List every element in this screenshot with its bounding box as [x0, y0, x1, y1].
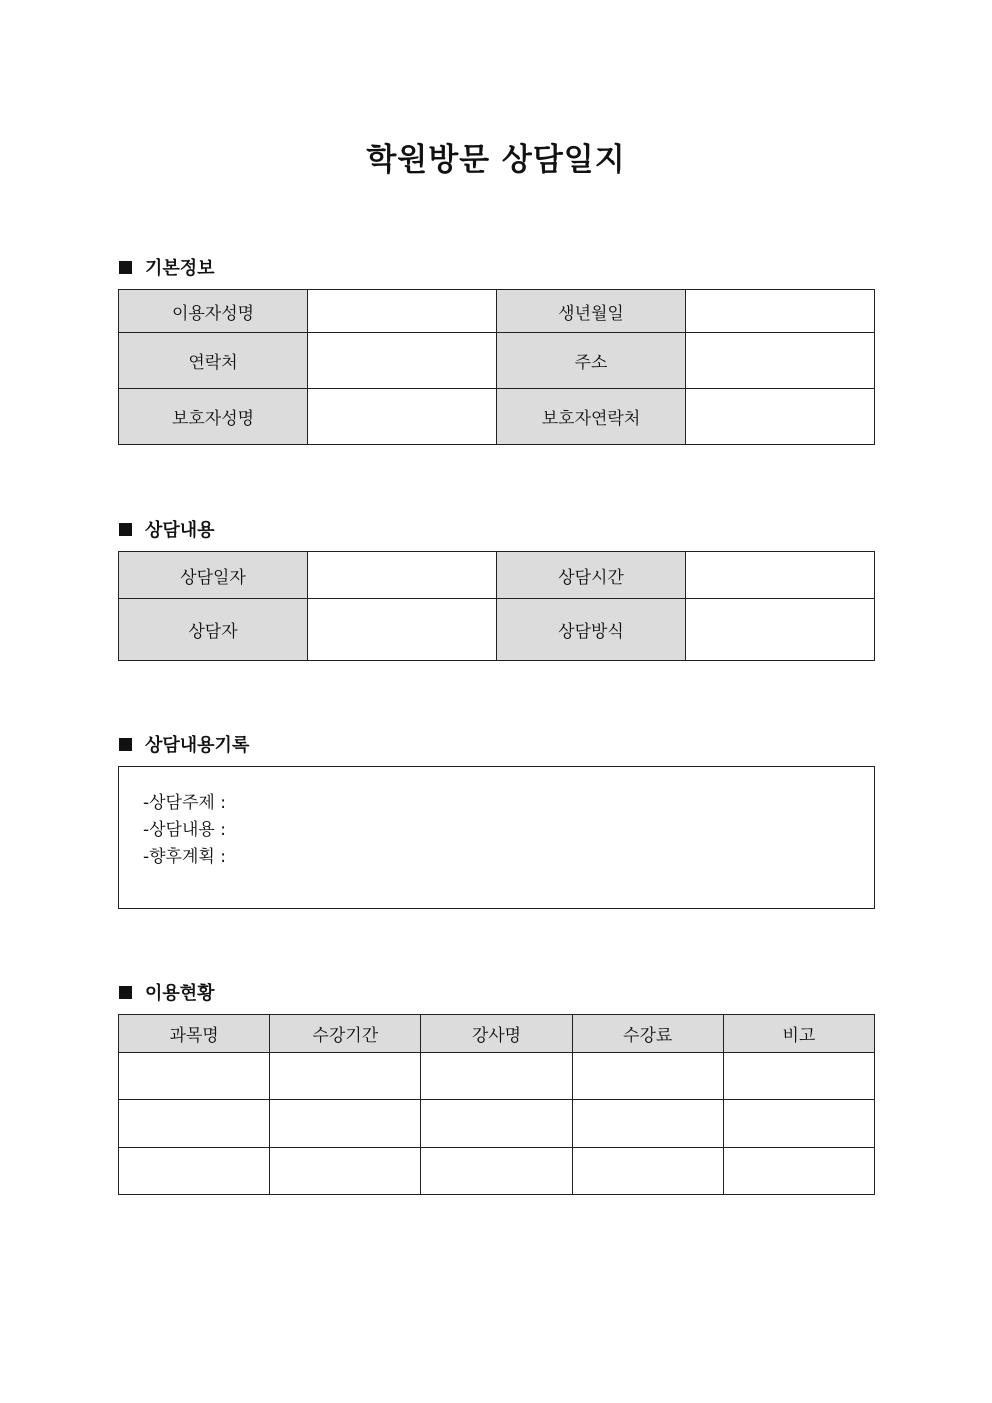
table-cell[interactable]: [723, 1148, 874, 1195]
table-cell[interactable]: [421, 1100, 572, 1148]
table-cell[interactable]: [723, 1100, 874, 1148]
table-header-row: [119, 1015, 875, 1053]
table-row: [119, 389, 875, 445]
table-cell[interactable]: [270, 1053, 421, 1100]
consult-table: [118, 551, 875, 661]
section-heading-basic-info: [119, 254, 215, 280]
field-value-guardian-name[interactable]: [308, 389, 497, 445]
square-bullet-icon: [119, 523, 132, 536]
record-line-content: -상담내용 :: [143, 820, 226, 840]
table-cell[interactable]: [119, 1053, 270, 1100]
column-header-subject: 과목명: [119, 1015, 270, 1053]
field-label-birthdate: 생년월일: [497, 290, 686, 333]
field-label-guardian-contact: 보호자연락처: [497, 389, 686, 445]
record-textbox[interactable]: [118, 766, 875, 909]
square-bullet-icon: [119, 738, 132, 751]
table-cell[interactable]: [572, 1100, 723, 1148]
field-value-contact[interactable]: [308, 333, 497, 389]
field-label-consult-method: 상담방식: [497, 599, 686, 661]
column-header-note: 비고: [723, 1015, 874, 1053]
table-row: [119, 1148, 875, 1195]
table-row: [119, 552, 875, 599]
field-label-guardian-name: 보호자성명: [119, 389, 308, 445]
column-header-fee: 수강료: [572, 1015, 723, 1053]
section-heading-label: 이용현황: [145, 983, 215, 1004]
section-heading-record: [119, 731, 249, 757]
field-value-consult-method[interactable]: [686, 599, 875, 661]
table-row: [119, 1100, 875, 1148]
section-heading-label: 상담내용: [145, 520, 215, 541]
field-value-user-name[interactable]: [308, 290, 497, 333]
field-value-birthdate[interactable]: [686, 290, 875, 333]
table-cell[interactable]: [119, 1148, 270, 1195]
table-row: [119, 1053, 875, 1100]
table-cell[interactable]: [270, 1148, 421, 1195]
section-heading-label: 상담내용기록: [145, 735, 250, 756]
section-heading-consult: [119, 516, 215, 542]
column-header-period: 수강기간: [270, 1015, 421, 1053]
table-cell[interactable]: [119, 1100, 270, 1148]
field-value-consult-time[interactable]: [686, 552, 875, 599]
table-cell[interactable]: [270, 1100, 421, 1148]
table-cell[interactable]: [421, 1053, 572, 1100]
field-label-counselor: 상담자: [119, 599, 308, 661]
square-bullet-icon: [119, 261, 132, 274]
table-row: [119, 333, 875, 389]
field-value-address[interactable]: [686, 333, 875, 389]
table-row: [119, 290, 875, 333]
column-header-instructor: 강사명: [421, 1015, 572, 1053]
basic-info-table: [118, 289, 875, 445]
table-row: [119, 599, 875, 661]
table-cell[interactable]: [572, 1053, 723, 1100]
field-value-guardian-contact[interactable]: [686, 389, 875, 445]
table-cell[interactable]: [572, 1148, 723, 1195]
field-value-consult-date[interactable]: [308, 552, 497, 599]
section-heading-usage: [119, 979, 215, 1005]
square-bullet-icon: [119, 986, 132, 999]
usage-table: [118, 1014, 875, 1195]
field-label-user-name: 이용자성명: [119, 290, 308, 333]
field-label-address: 주소: [497, 333, 686, 389]
field-label-contact: 연락처: [119, 333, 308, 389]
field-value-counselor[interactable]: [308, 599, 497, 661]
section-heading-label: 기본정보: [145, 258, 215, 279]
record-line-topic: -상담주제 :: [143, 793, 226, 813]
field-label-consult-date: 상담일자: [119, 552, 308, 599]
field-label-consult-time: 상담시간: [497, 552, 686, 599]
table-cell[interactable]: [421, 1148, 572, 1195]
record-line-plan: -향후계획 :: [143, 847, 226, 867]
table-cell[interactable]: [723, 1053, 874, 1100]
page-title: 학원방문 상담일지: [366, 142, 626, 178]
